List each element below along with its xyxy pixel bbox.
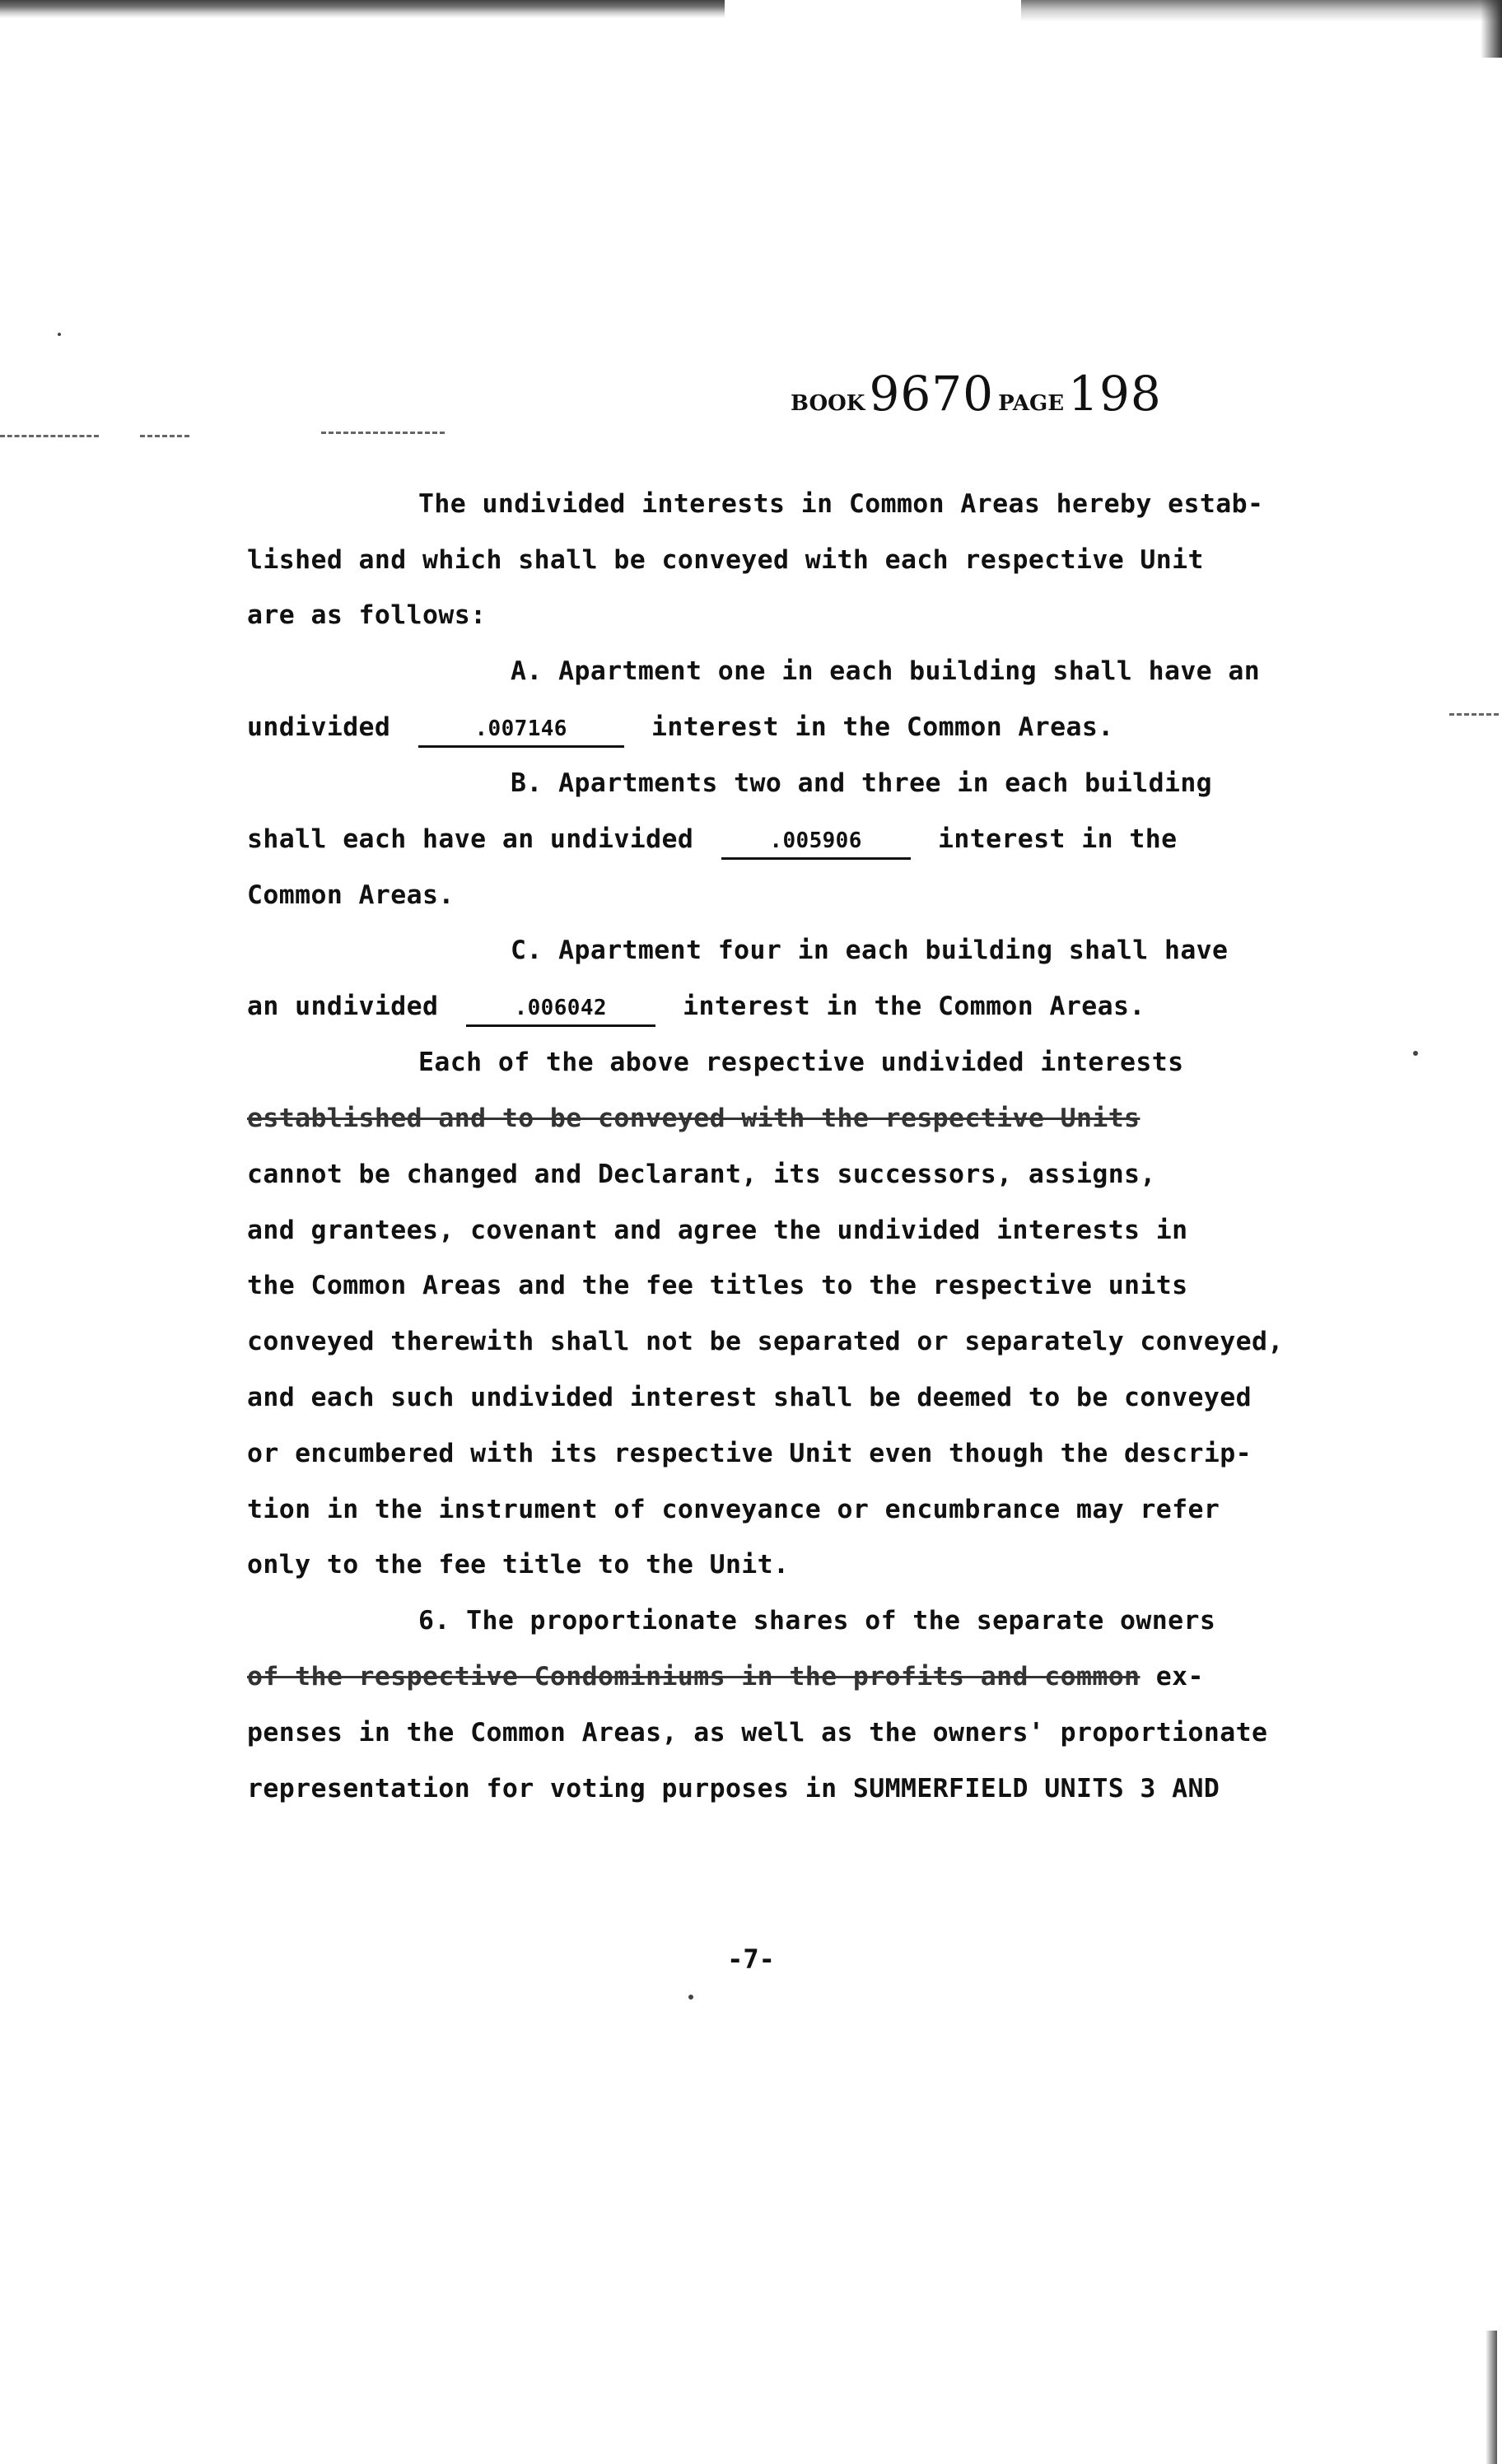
text-line: penses in the Common Areas, as well as the owners' proportionate [247,1718,1268,1748]
footer-page-number: -7- [727,1944,775,1975]
scan-dot [688,1995,693,2000]
scan-edge-top-right [1481,0,1502,58]
item-c-value: .006042 [466,992,655,1027]
item-a-value-line [247,711,1114,748]
section-6-struck-text: of the respective Condominiums in the profits and common [247,1662,1140,1692]
item-b-value-line [247,823,1177,860]
item-b-tail: Common Areas. [247,880,455,910]
section-6-line-2-rest: ex- [1140,1662,1204,1692]
item-c-value-line [247,990,1145,1027]
item-a-pre: undivided [247,712,391,742]
item-b-value: .005906 [721,824,911,860]
text-line-struck: established and to be conveyed with the respective Units [247,1104,1140,1133]
scan-dash [321,432,445,436]
book-number: 9670 [869,366,995,422]
scan-dash [1449,713,1499,718]
section-6-line-2 [247,1660,1204,1693]
scan-dash [140,435,189,440]
text-line: representation for voting purposes in SUMMERFIELD UNITS 3 AND [247,1774,1220,1804]
section-6-heading: 6. The proportionate shares of the separate owners [418,1606,1216,1636]
item-a-post: interest in the Common Areas. [651,712,1114,742]
item-b-post: interest in the [937,824,1178,854]
text-line: lished and which shall be conveyed with each respective Unit [247,545,1204,575]
item-c-post: interest in the Common Areas. [683,992,1145,1021]
item-a-value: .007146 [418,712,624,748]
text-line: Each of the above respective undivided interests [418,1048,1184,1077]
page-number-stamp: 198 [1068,366,1162,422]
scan-smudge-top [0,0,725,18]
text-line: cannot be changed and Declarant, its successors, assigns, [247,1160,1156,1189]
text-line: conveyed therewith shall not be separated or separately conveyed, [247,1327,1284,1356]
text-line: or encumbered with its respective Unit even though the descrip- [247,1439,1252,1468]
text-line: The undivided interests in Common Areas hereby estab- [418,489,1264,519]
scan-dot [58,333,61,336]
text-line: the Common Areas and the fee titles to the respective units [247,1271,1188,1300]
item-b-pre: shall each have an undivided [247,824,694,854]
page-label: PAGE [998,391,1065,416]
item-c-heading: C. Apartment four in each building shall have [511,936,1229,965]
text-line: and each such undivided interest shall be deemed to be conveyed [247,1383,1252,1412]
scan-dot [1413,1051,1418,1056]
scan-dash [0,435,99,440]
item-a-heading: A. Apartment one in each building shall have an [511,656,1261,686]
item-c-pre: an undivided [247,992,439,1021]
item-b-heading: B. Apartments two and three in each building [511,768,1213,798]
text-line: and grantees, covenant and agree the undivided interests in [247,1216,1188,1245]
scan-smudge-top-right [1021,0,1502,21]
text-line: tion in the instrument of conveyance or encumbrance may refer [247,1495,1220,1524]
book-page-stamp [791,366,1162,423]
scan-edge-bottom-right [1486,2331,1497,2464]
book-label: BOOK [791,391,865,416]
text-line: are as follows: [247,600,487,630]
text-line: only to the fee title to the Unit. [247,1550,790,1580]
